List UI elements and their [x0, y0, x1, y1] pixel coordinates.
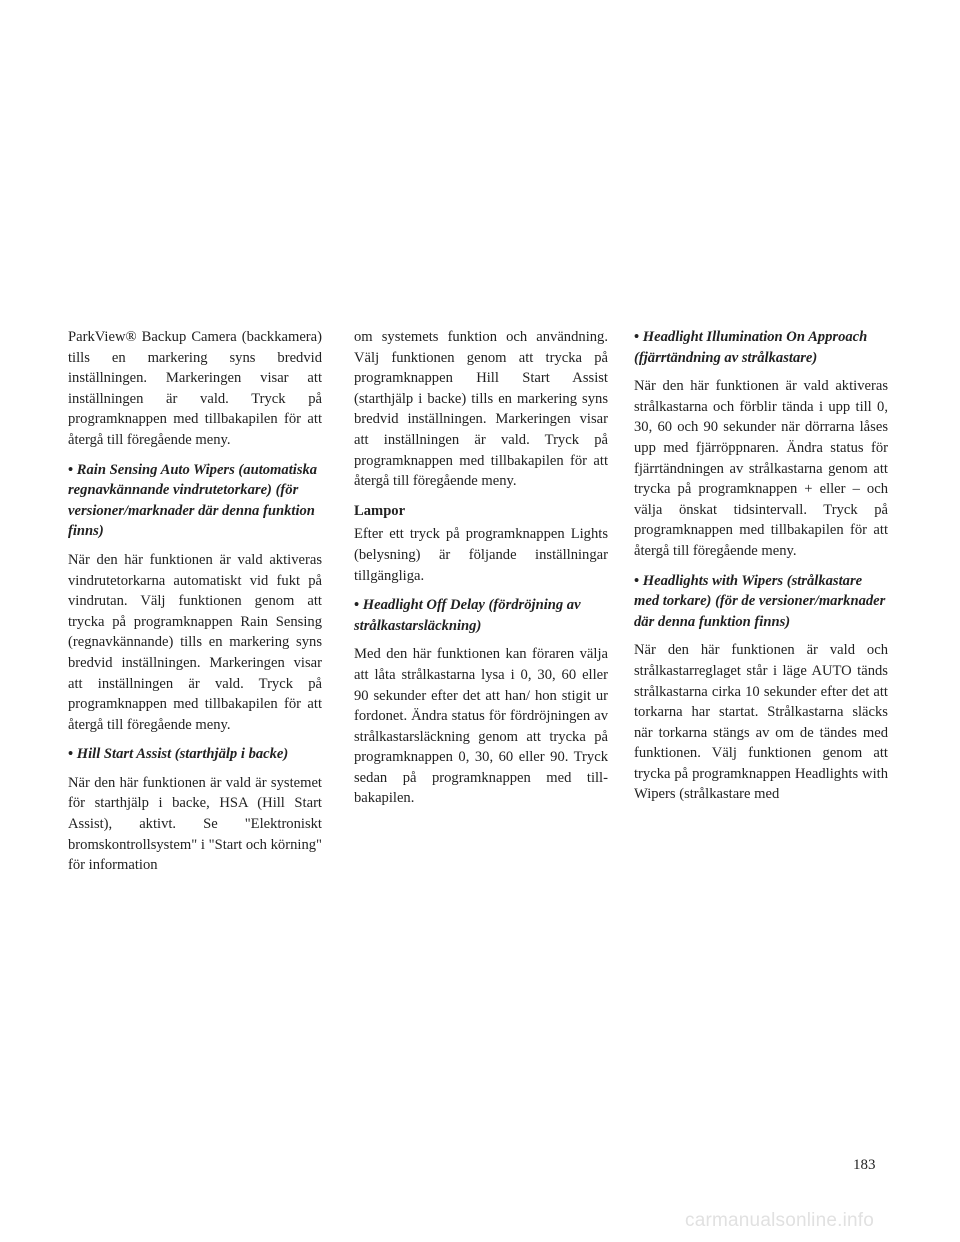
text-column-1 [68, 327, 322, 885]
bullet-dot-icon: • [68, 461, 74, 478]
body-paragraph: När den här funktionen är vald är systemet för starthjälp i backe, HSA (Hill Start Assist), aktivt. Se "Elektroniskt bromskontrollsystem" i "Start och körning" för information [68, 774, 322, 874]
bullet-heading-text: Hill Start Assist (starthjälp i backe) [76, 746, 289, 763]
bullet-dot-icon: • [634, 329, 640, 345]
body-paragraph: om systemets funktion och användning. Välj funktionen genom att trycka på programknappen Hill Start Assist (starthjälp i backe) tills en markering syns bredvid inställningen. Markeringen visar att inställningen är vald. Tryck på programknappen med tillbakapilen för att återgå till föregående meny. [354, 329, 608, 490]
body-paragraph: När den här funktionen är vald aktiveras strålkastarna och förblir tända i upp till 0, 30, 60 och 90 sekunder när dörrarna låses upp med fjärröppnaren. Ändra status för fjärrtändningen av strålkastarna genom att trycka på programknappen + eller – och välja önskat tidsintervall. Tryck på programknappen med tillbakapilen för att återgå till föregående meny. [634, 378, 888, 559]
bullet-heading-text: Headlight Off Delay (fördröjning av strålkastarsläckning) [354, 597, 581, 634]
bullet-dot-icon: • [354, 597, 360, 614]
body-paragraph: Efter ett tryck på programknappen Lights (belysning) är följande inställningar tillgängliga. [354, 526, 608, 584]
body-paragraph: När den här funktionen är vald aktiveras vindrutetorkarna automatiskt vid fukt på vindrutan. Välj funktionen genom att trycka på programknappen Rain Sensing (regnavkännande) tills en markering syns bredvid inställningen. Markeringen visar att inställningen är vald. Tryck på programknappen med tillbakapilen för att återgå till föregående meny. [68, 551, 322, 733]
watermark-text: carmanualsonline.info [685, 1210, 875, 1231]
text-column-3 [634, 327, 888, 814]
bullet-dot-icon: • [634, 572, 640, 589]
body-paragraph: När den här funktionen är vald och strålkastarreglaget står i läge AUTO tänds strålkastarna cirka 10 sekunder efter det att torkarna har startat. Strålkastarna släcks när torkarna stängs av om de tändes med funktionen. Välj funktionen genom att trycka på programknappen Headlights with Wipers (strålkastare med [634, 642, 888, 803]
text-column-2 [354, 327, 608, 818]
bullet-heading-text: Rain Sensing Auto Wipers (automatiska regnavkännande vindrutetorkare) (för versioner/marknader där denna funktion finns) [68, 461, 318, 540]
bullet-heading [634, 327, 888, 368]
bullet-heading [354, 595, 608, 636]
bullet-heading [634, 571, 888, 633]
bullet-heading-text: Headlight Illumination On Approach (fjärrtändning av strålkastare) [634, 329, 868, 366]
bullet-heading [68, 460, 322, 542]
body-paragraph: ParkView® Backup Camera (backkamera) tills en markering syns bredvid inställningen. Markeringen visar att inställningen är vald. Tryck på programknappen med tillbakapilen för att återgå till föregående meny. [68, 329, 322, 448]
page-number: 183 [853, 1157, 876, 1173]
bullet-heading-text: Headlights with Wipers (strålkastare med torkare) (för de versioner/marknader där denna funktion finns) [634, 572, 886, 630]
body-paragraph: Med den här funktionen kan föraren välja att låta strålkastarna lysa i 0, 30, 60 eller 90 sekunder efter det att han/ hon stigit ur fordonet. Ändra status för fördröjningen av strålkastarsläckning genom att trycka på programknappen 0, 30, 60 eller 90. Tryck sedan på programknappen med tillbakapilen. [354, 646, 608, 807]
section-heading: Lampor [354, 502, 406, 519]
bullet-heading [68, 744, 322, 765]
bullet-dot-icon: • [68, 746, 74, 763]
